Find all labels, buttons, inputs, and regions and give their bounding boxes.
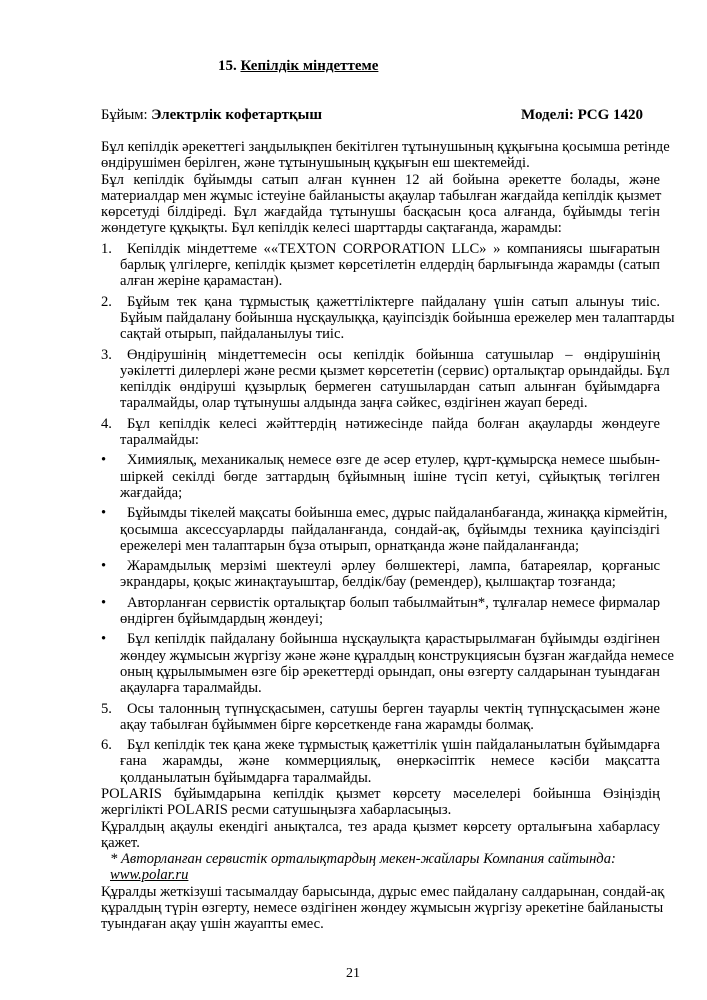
text-line: шіркей секілді бөгде заттардың бұйымның ішіне түсіп кетуі, сұйықтық төгілген	[120, 468, 660, 485]
bullet-item	[101, 452, 660, 501]
text-line: Өндірушінің міндеттемесін осы кепілдік бойынша сатушылар – өндірушінің	[127, 346, 660, 363]
text-line: Бұл кепілдік тек қана жеке тұрмыстық қажеттілік үшін пайдаланылатын бұйымдарға	[127, 737, 660, 754]
text-line: жергілікті POLARIS ресми сатушыңызға хабарласыңыз.	[101, 802, 452, 819]
numbered-item	[101, 737, 660, 786]
numbered-item	[101, 416, 660, 449]
text-line: ғана жарамды, және коммерциялық, өнеркәсіптік немесе кәсіби мақсатта	[120, 753, 660, 770]
text-line: уәкілетті дилерлері және ресми қызмет көрсететін (сервис) орталықтар орындайды. Бұл	[120, 362, 670, 379]
bullet-item	[101, 595, 660, 628]
warranty-body	[101, 139, 675, 933]
text-line: жағдайда;	[120, 484, 183, 501]
paragraph	[101, 172, 660, 237]
text-line: ережелері мен талаптарын бұза отырып, орнатқанда және пайдаланғанда;	[120, 537, 580, 554]
text-line: Құралдың ақаулы екендігі анықталса, тез арада қызмет көрсету орталығына хабарласу	[101, 818, 660, 835]
text-line: қолданылатын бұйымдарға таралмайды.	[120, 769, 372, 786]
text-line: өндірген бұйымдардың жөндеуі;	[120, 611, 324, 628]
paragraph	[101, 883, 665, 933]
text-line: * Авторланған сервистік орталықтардың мекен-жайлары Компания сайтында:	[110, 851, 616, 868]
paragraph	[101, 139, 670, 172]
numbered-item	[101, 346, 670, 412]
text-line: Химиялық, механикалық немесе өзге де әсер етулер, құрт-құмырсқа немесе шыбын-	[127, 452, 660, 469]
item-number: 6.	[101, 737, 112, 754]
text-line: құралдың түрін өзгерту, немесе өздігінен жөндеу жұмысын жүргізу әрекетіне байланысты	[101, 900, 664, 917]
text-line: Бұйым тек қана тұрмыстық қажеттіліктерге пайдалану үшін сатып алынуы тиіс.	[127, 293, 660, 310]
bullet-marker: •	[101, 505, 107, 522]
page-number: 21	[346, 966, 360, 981]
heading-text: Кепілдік міндеттеме	[240, 58, 379, 74]
text-line: материалдар мен жұмыс істеуіне байланысты ақаулар табылған жағдайда кепілдік қызмет	[101, 187, 662, 204]
text-line: сақтай отырып, пайдаланылуы тиіс.	[120, 326, 345, 343]
text-line: Кепілдік міндеттеме ««TEXTON CORPORATION LLC» » компаниясы шығаратын	[127, 240, 660, 257]
section-heading	[218, 58, 378, 75]
text-line: көрсетуді білдіреді. Бұл жағдайда тұтынушы басқасын қоса алғанда, бұйымды тегін	[101, 204, 660, 221]
bullet-marker: •	[101, 558, 107, 575]
product-model: Моделі: PCG 1420	[521, 107, 644, 123]
numbered-item	[101, 701, 660, 734]
product-line	[101, 107, 660, 124]
text-line: ақауларға таралмайды.	[120, 680, 262, 697]
numbered-item	[101, 241, 660, 290]
text-line: оның құрылымымен өзге бір әрекеттерді орындап, оны өзгерту салдарынан туындаған	[120, 663, 660, 680]
bullet-item	[101, 631, 674, 697]
item-number: 2.	[101, 293, 112, 310]
text-line: Авторланған сервистік орталықтар болып табылмайтын*, тұлғалар немесе фирмалар	[127, 594, 660, 611]
text-line: барлық үлгілерге, кепілдік қызмет көрсетілетін елдердің барлығында жарамды (сатып	[120, 257, 660, 274]
website-link[interactable]: www.polar.ru	[110, 867, 189, 884]
bullet-marker: •	[101, 631, 107, 648]
text-line: туындаған ақау үшін жауапты емес.	[101, 916, 324, 933]
paragraph	[101, 786, 660, 819]
text-line: Жарамдылық мерзімі шектеулі әрлеу бөлшектері, лампа, батареялар, қорғаныс	[127, 558, 660, 575]
bullet-marker: •	[101, 452, 107, 469]
text-line: Бұл кепілдік бұйымды сатып алған күннен 12 ай бойына әрекетте болады, және	[101, 171, 660, 188]
product-name: Электрлік кофетартқыш	[151, 107, 322, 123]
item-number: 5.	[101, 700, 112, 717]
text-line: ақау табылған бұйыммен бірге көрсеткенде ғана жарамды болмақ.	[120, 716, 534, 733]
text-line: Бұйымды тікелей мақсаты бойынша емес, дұрыс пайдаланбағанда, жинаққа кірмейтін,	[127, 505, 668, 522]
text-line: Бұйым пайдалану бойынша нұсқаулыққа, қауіпсіздік бойынша ережелер мен талаптарды	[120, 309, 675, 326]
text-line: жөндетуге құқықты. Бұл кепілдік келесі шарттарды сақтағанда, жарамды:	[101, 220, 562, 237]
text-line: POLARIS бұйымдарына кепілдік қызмет көрсету мәселелері бойынша Өзіңіздің	[101, 785, 660, 802]
footnote	[101, 851, 660, 884]
item-number: 1.	[101, 240, 112, 257]
text-line: кепілдік өндіруші құзырлық бермеген сатушылардан сатып алынған бұйымдарға	[120, 379, 660, 396]
item-number: 3.	[101, 346, 112, 363]
text-line: экрандары, қоқыс жинақтауыштар, белдік/бау (ремендер), қылшақтар тозғанда;	[120, 574, 616, 591]
heading-number: 15.	[218, 58, 237, 74]
numbered-item	[101, 293, 675, 343]
text-line: қажет.	[101, 834, 140, 851]
text-line: таралмайды:	[120, 432, 199, 449]
text-line: қосымша аксессуарларды пайдаланғанда, сондай-ақ, бұйымды техника қауіпсіздігі	[120, 521, 660, 538]
text-line: Бұл кепілдік келесі жәйттердің нәтижесінде пайда болған ақауларды жөндеуге	[127, 415, 660, 432]
text-line: жөндеу жұмысын жүргізу және және құралдың конструкциясын бұзған жағдайда немесе	[120, 647, 674, 664]
bullet-item	[101, 558, 660, 591]
bullet-marker: •	[101, 594, 107, 611]
text-line: Бұл кепілдік әрекеттегі заңдылықпен бекітілген тұтынушының құқығына қосымша ретінде	[101, 139, 670, 155]
paragraph	[101, 819, 660, 852]
text-line: таралмайды, олар тұтынушы алдында заңға сәйкес, өздігінен жауап береді.	[120, 395, 588, 412]
item-number: 4.	[101, 415, 112, 432]
text-line: алған жеріне қарамастан).	[120, 273, 283, 290]
text-line: Құралды жеткізуші тасымалдау барысында, дұрыс емес пайдалану салдарынан, сондай-ақ	[101, 883, 665, 900]
product-label: Бұйым:	[101, 107, 148, 123]
text-line: Бұл кепілдік пайдалану бойынша нұсқаулықта қарастырылмаған бұйымды өздігінен	[127, 631, 660, 648]
bullet-item	[101, 505, 668, 554]
text-line: Осы талонның түпнұсқасымен, сатушы берген тауарлы чектің түпнұсқасымен және	[127, 700, 660, 717]
text-line: өндірушімен берілген, және тұтынушының құқығын еш шектемейді.	[101, 155, 530, 172]
